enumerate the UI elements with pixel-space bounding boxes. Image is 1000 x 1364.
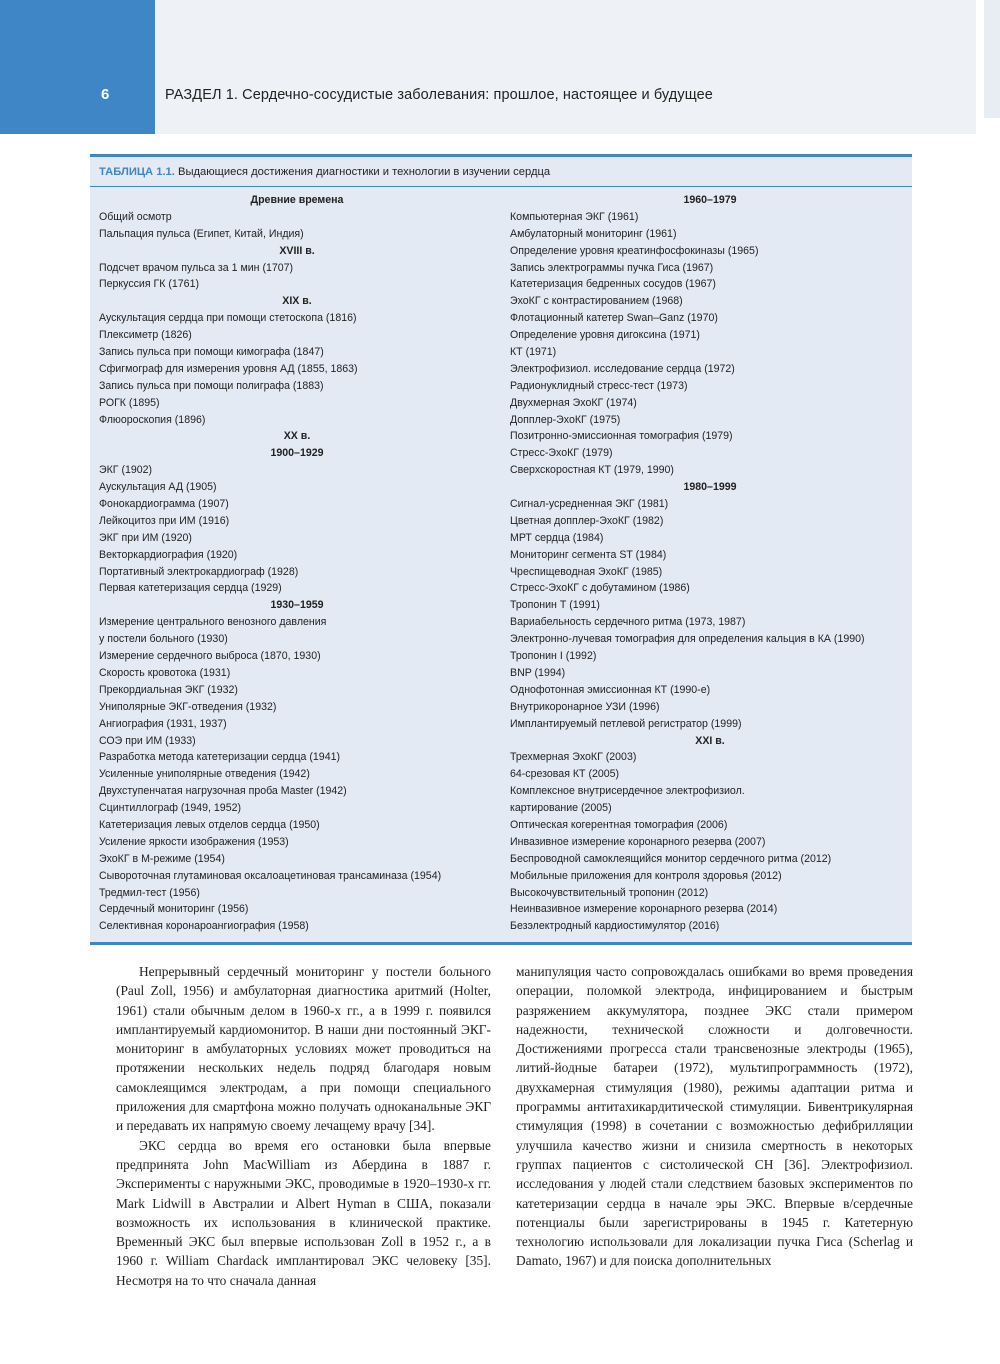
- table-entry: Первая катетеризация сердца (1929): [99, 582, 282, 595]
- table-entry: СОЭ при ИМ (1933): [99, 734, 196, 747]
- table-entry: Запись пульса при помощи кимографа (1847): [99, 346, 324, 359]
- table-entry: Прекордиальная ЭКГ (1932): [99, 683, 238, 696]
- table-entry: ЭхоКГ с контрастированием (1968): [510, 295, 683, 308]
- table-entry: Внутрикоронарное УЗИ (1996): [510, 700, 660, 713]
- table-entry: Сверхскоростная КТ (1979, 1990): [510, 464, 674, 477]
- table-entry: Усиленные униполярные отведения (1942): [99, 768, 310, 781]
- table-entry: Безэлектродный кардиостимулятор (2016): [510, 920, 720, 933]
- table-1-1: [90, 154, 912, 945]
- table-entry: Электронно-лучевая томография для определения кальция в КА (1990): [510, 633, 865, 646]
- table-entry: Сердечный мониторинг (1956): [99, 903, 249, 916]
- table-section-heading: 1930–1959: [270, 599, 324, 612]
- table-entry: Стресс-ЭхоКГ (1979): [510, 447, 613, 460]
- table-entry: Тредмил-тест (1956): [99, 886, 200, 899]
- table-entry: 64-срезовая КТ (2005): [510, 768, 620, 781]
- table-entry: Радионуклидный стресс-тест (1973): [510, 379, 688, 392]
- table-entry: Стресс-ЭхоКГ с добутамином (1986): [510, 582, 690, 595]
- table-entry: Запись электрограммы пучка Гиса (1967): [510, 261, 714, 274]
- table-section-heading: 1980–1999: [683, 481, 737, 494]
- table-entry: Флюороскопия (1896): [99, 413, 206, 426]
- table-entry: Мобильные приложения для контроля здоровья (2012): [510, 869, 782, 882]
- body-text-right-column: [516, 962, 913, 1271]
- table-entry: Катетеризация левых отделов сердца (1950): [99, 818, 320, 831]
- table-section-heading: XIX в.: [282, 295, 312, 308]
- table-entry: Двухмерная ЭхоКГ (1974): [510, 396, 637, 409]
- table-entry: Подсчет врачом пульса за 1 мин (1707): [99, 261, 294, 274]
- table-left-column: [99, 192, 495, 935]
- table-entry: Сфигмограф для измерения уровня АД (1855, 1863): [99, 362, 358, 375]
- table-entry: Флотационный катетер Swan–Ganz (1970): [510, 312, 718, 325]
- table-entry: Мониторинг сегмента ST (1984): [510, 548, 667, 561]
- table-entry: Определение уровня дигоксина (1971): [510, 329, 700, 342]
- table-entry: Сывороточная глутаминовая оксалоацетиновая трансаминаза (1954): [99, 869, 442, 882]
- table-entry: Скорость кровотока (1931): [99, 666, 231, 679]
- table-entry: Униполярные ЭКГ-отведения (1932): [99, 700, 277, 713]
- table-entry: Перкуссия ГК (1761): [99, 278, 199, 291]
- table-entry: Высокочувствительный тропонин (2012): [510, 886, 709, 899]
- body-text-left-column: [116, 962, 491, 1290]
- table-section-heading: XX в.: [283, 430, 311, 443]
- table-entry: Пальпация пульса (Египет, Китай, Индия): [99, 227, 304, 240]
- table-entry: ЭхоКГ в М-режиме (1954): [99, 852, 225, 865]
- table-entry: Электрофизиол. исследование сердца (1972): [510, 362, 735, 375]
- table-entry: Катетеризация бедренных сосудов (1967): [510, 278, 716, 291]
- running-head: РАЗДЕЛ 1. Сердечно-сосудистые заболевания: прошлое, настоящее и будущее: [165, 87, 713, 103]
- table-entry: Портативный электрокардиограф (1928): [99, 565, 299, 578]
- table-title: Выдающиеся достижения диагностики и технологии в изучении сердца: [174, 166, 551, 178]
- table-entry: ЭКГ при ИМ (1920): [99, 531, 192, 544]
- table-entry: Имплантируемый петлевой регистратор (1999): [510, 717, 742, 730]
- table-entry: Селективная коронароангиография (1958): [99, 920, 309, 933]
- table-entry: Запись пульса при помощи полиграфа (1883): [99, 379, 324, 392]
- body-paragraph: манипуляция часто сопровождалась ошибками во время проведения операции, поломкой электрода, инфицированием и быстрым разряжением аккумулятора, позднее ЭКС стали примером надежности, технической сложности и долговечности. Достижениями прогресса стали трансвенозные электроды (1965), литий-йодные батареи (1972), мультипрограммность (1972), двухкамерная стимуляция (1980), режимы адаптации ритма и программы антитахикардитической стимуляции. Бивентрикулярная стимуляция (1998) в сочетании с возможностью дефибрилляции улучшила качество жизни и снизила смертность в некоторых группах пациентов с систолической СН [36]. Электрофизиол. исследования у людей стали следствием базовых экспериментов по катетеризации сердца в начале эры ЭКС. Впервые в/сердечные потенциалы были зарегистрированы в 1945 г. Катетерную технологию использовали для локализации пучка Гиса (Scherlag и Damato, 1967) и для поиска дополнительных: [516, 964, 913, 1269]
- table-entry: ЭКГ (1902): [99, 464, 153, 477]
- table-entry: Ангиография (1931, 1937): [99, 717, 227, 730]
- page-number: 6: [101, 86, 110, 103]
- table-entry: Сигнал-усредненная ЭКГ (1981): [510, 498, 669, 511]
- table-entry: МРТ сердца (1984): [510, 531, 604, 544]
- table-entry: Инвазивное измерение коронарного резерва (2007): [510, 835, 766, 848]
- table-entry: Оптическая когерентная томография (2006): [510, 818, 728, 831]
- table-entry: Трехмерная ЭхоКГ (2003): [510, 751, 637, 764]
- table-entry: Общий осмотр: [99, 210, 172, 223]
- table-entry: картирование (2005): [510, 802, 612, 815]
- table-section-heading: XXI в.: [695, 734, 725, 747]
- table-entry: Неинвазивное измерение коронарного резерва (2014): [510, 903, 778, 916]
- table-entry: Беспроводной самоклеящийся монитор сердечного ритма (2012): [510, 852, 832, 865]
- table-entry: Чреспищеводная ЭхоКГ (1985): [510, 565, 663, 578]
- table-entry: Допплер-ЭхоКГ (1975): [510, 413, 621, 426]
- table-label: ТАБЛИЦА 1.1.: [99, 166, 175, 178]
- body-paragraph: Непрерывный сердечный мониторинг у постели больного (Paul Zoll, 1956) и амбулаторная диагностика аритмий (Holter, 1961) стали обычным делом в 1960-х гг., а в 1999 г. появился имплантируемый кардиомонитор. В наши дни постоянный ЭКГ-мониторинг в амбулаторных условиях может проводиться на протяжении нескольких недель подряд благодаря новым самоклеящимся электродам, а при помощи специального приложения для смартфона можно получать одноканальные ЭКГ и передавать их напрямую своему лечащему врачу [34].: [116, 964, 491, 1134]
- table-entry: Цветная допплер-ЭхоКГ (1982): [510, 514, 664, 527]
- table-right-column: [510, 192, 910, 935]
- table-section-heading: 1900–1929: [270, 447, 324, 460]
- table-section-heading: Древние времена: [250, 194, 344, 206]
- table-entry: РОГК (1895): [99, 396, 160, 409]
- table-section-heading: XVIII в.: [279, 244, 315, 257]
- table-entry: Тропонин I (1992): [510, 650, 597, 663]
- table-entry: Измерение сердечного выброса (1870, 1930): [99, 650, 321, 663]
- table-entry: Плексиметр (1826): [99, 329, 192, 342]
- table-entry: Лейкоцитоз при ИМ (1916): [99, 514, 230, 527]
- table-entry: Аускультация сердца при помощи стетоскопа (1816): [99, 312, 357, 325]
- table-entry: Разработка метода катетеризации сердца (1941): [99, 751, 341, 764]
- header-band-edge: [984, 0, 1000, 118]
- table-entry: Аускультация АД (1905): [99, 481, 217, 494]
- table-entry: Вариабельность сердечного ритма (1973, 1987): [510, 616, 746, 629]
- table-entry: Фонокардиограмма (1907): [99, 498, 229, 511]
- table-entry: Комплексное внутрисердечное электрофизиол.: [510, 785, 745, 798]
- table-entry: КТ (1971): [510, 346, 557, 359]
- table-caption: [90, 157, 912, 187]
- table-entry: Векторкардиография (1920): [99, 548, 238, 561]
- body-paragraph: ЭКС сердца во время его остановки была впервые предпринята John MacWilliam из Абердина в 1887 г. Эксперименты с наружными ЭКС, проводимые в 1920–1930-х гг. Mark Lidwill в Австралии и Albert Hyman в США, показали возможность их использования в клинической практике. Временный ЭКС был впервые использован Zoll в 1952 г., а в 1960 г. William Chardack имплантировал ЭКС человеку [35]. Несмотря на то что сначала данная: [116, 1137, 491, 1288]
- table-entry: Амбулаторный мониторинг (1961): [510, 227, 677, 240]
- table-entry: Позитронно-эмиссионная томография (1979): [510, 430, 733, 443]
- table-entry: Усиление яркости изображения (1953): [99, 835, 289, 848]
- table-entry: Сцинтиллограф (1949, 1952): [99, 802, 242, 815]
- table-entry: BNP (1994): [510, 666, 566, 679]
- table-entry: Компьютерная ЭКГ (1961): [510, 210, 639, 223]
- table-entry: Измерение центрального венозного давления: [99, 616, 327, 629]
- table-entry: Двухступенчатая нагрузочная проба Master (1942): [99, 785, 347, 798]
- table-entry: Тропонин Т (1991): [510, 599, 600, 612]
- table-entry: Однофотонная эмиссионная КТ (1990-е): [510, 683, 711, 696]
- table-entry: у постели больного (1930): [99, 633, 228, 646]
- table-section-heading: 1960–1979: [683, 194, 737, 206]
- table-entry: Определение уровня креатинфосфокиназы (1965): [510, 244, 759, 257]
- page-number-tab: [0, 0, 155, 134]
